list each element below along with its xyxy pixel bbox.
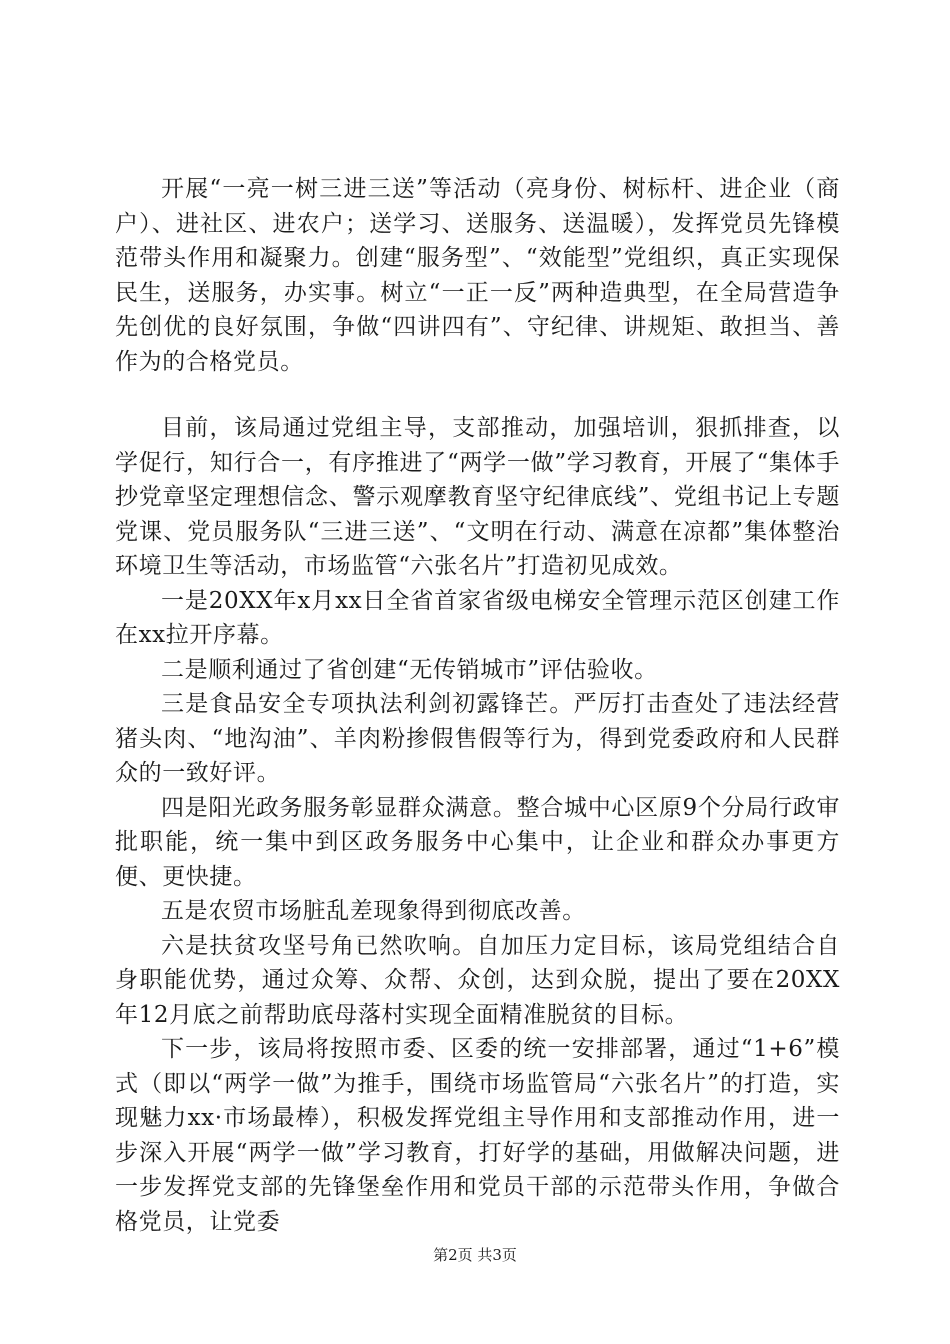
paragraph-current-progress: 目前，该局通过党组主导，支部推动，加强培训，狠抓排查，以学促行，知行合一，有序推进了“两学一做”学习教育，开展了“集体手抄党章坚定理想信念、警示观摩教育坚守纪律底线”、党组书记上专题党课、党员服务队“三进三送”、“文明在行动、满意在凉都”集体整治环境卫生等活动，市场监管“六张名片”打造初见成效。: [115, 415, 840, 579]
page-number-footer: 第2页 共3页: [433, 1246, 517, 1264]
paragraph-item-five: 五是农贸市场脏乱差现象得到彻底改善。: [161, 898, 586, 924]
document-body: [115, 172, 840, 1239]
paragraph-item-six: 六是扶贫攻坚号角已然吹响。自加压力定目标，该局党组结合自身职能优势，通过众筹、众帮、众创，达到众脱，提出了要在20XX年12月底之前帮助底母落村实现全面精准脱贫的目标。: [115, 932, 840, 1028]
paragraph-item-one: 一是20XX年x月xx日全省首家省级电梯安全管理示范区创建工作在xx拉开序幕。: [115, 587, 840, 648]
paragraph-item-four: 四是阳光政务服务彰显群众满意。整合城中心区原9个分局行政审批职能，统一集中到区政务服务中心集中，让企业和群众办事更方便、更快捷。: [115, 794, 840, 890]
paragraph-next-steps: 下一步，该局将按照市委、区委的统一安排部署，通过“1+6”模式（即以“两学一做”为推手，围绕市场监管局“六张名片”的打造，实现魅力xx·市场最棒），积极发挥党组主导作用和支部推动作用，进一步深入开展“两学一做”学习教育，打好学的基础，用做解决问题，进一步发挥党支部的先锋堡垒作用和党员干部的示范带头作用，争做合格党员，让党委: [115, 1036, 840, 1235]
paragraph-item-three: 三是食品安全专项执法利剑初露锋芒。严厉打击查处了违法经营猪头肉、“地沟油”、羊肉粉掺假售假等行为，得到党委政府和人民群众的一致好评。: [115, 691, 840, 786]
paragraph-activities: 开展“一亮一树三进三送”等活动（亮身份、树标杆、进企业（商户）、进社区、进农户；送学习、送服务、送温暖），发挥党员先锋模范带头作用和凝聚力。创建“服务型”、“效能型”党组织，真正实现保民生，送服务，办实事。树立“一正一反”两种造典型，在全局营造争先创优的良好氛围，争做“四讲四有”、守纪律、讲规矩、敢担当、善作为的合格党员。: [115, 176, 840, 375]
paragraph-item-two: 二是顺利通过了省创建“无传销城市”评估验收。: [161, 656, 658, 683]
